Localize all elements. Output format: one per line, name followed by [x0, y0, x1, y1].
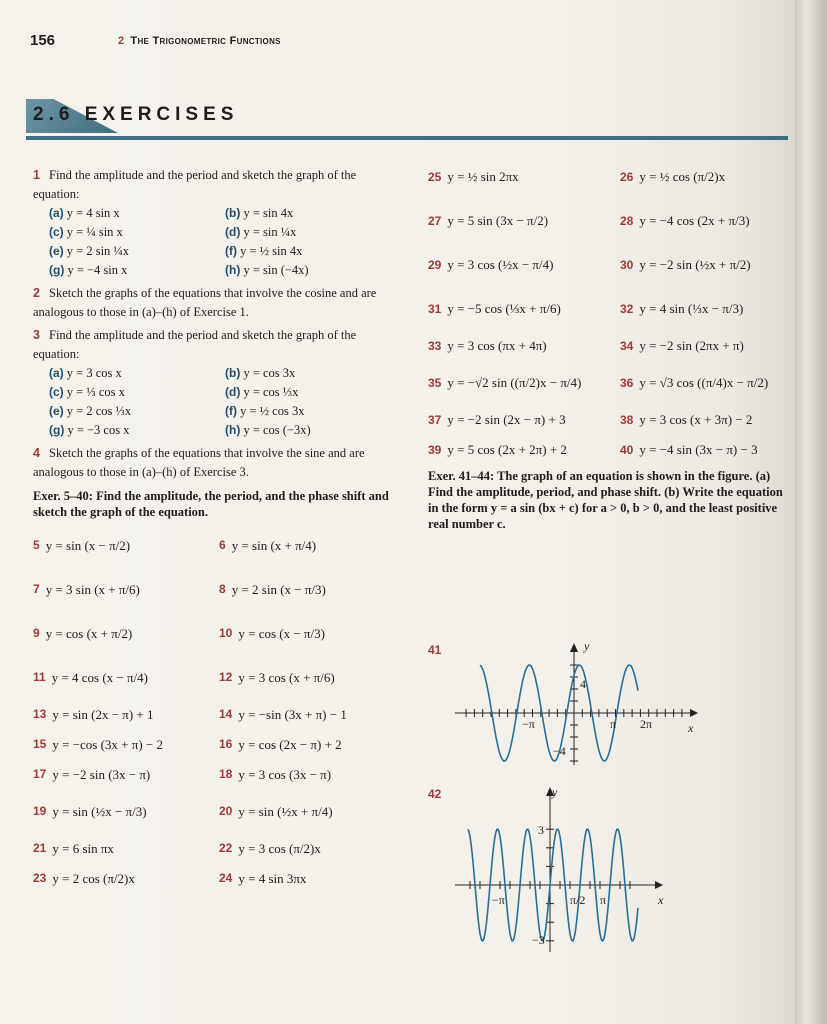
equation-item — [428, 244, 620, 286]
graph-42-tick-neg-3: −3 — [532, 933, 545, 947]
part-equation: y = 2 cos ⅓x — [66, 404, 132, 418]
exercise-text: Find the amplitude and the period and sketch the graph of the equation: — [33, 328, 357, 361]
part-equation: y = ⅓ cos x — [66, 385, 125, 399]
equation-number: 6 — [219, 537, 226, 552]
equation-number: 35 — [428, 376, 442, 390]
equation-text: y = 3 cos (πx + 4π) — [447, 338, 547, 353]
exercise-part — [225, 242, 401, 261]
equation-item — [620, 288, 788, 330]
equation-item — [219, 612, 395, 654]
equation-number: 29 — [428, 258, 442, 272]
equation-text: y = −2 sin (2x − π) + 3 — [447, 412, 566, 427]
equation-number: 37 — [428, 413, 442, 427]
exercise-part — [225, 383, 401, 402]
equation-text: y = 3 cos (3x − π) — [238, 766, 332, 782]
graph-41-x-arrow — [690, 709, 698, 717]
exercise-number: 4 — [33, 446, 40, 460]
chapter-heading — [118, 35, 281, 47]
equation-number: 36 — [620, 376, 634, 390]
equation-number: 13 — [33, 706, 47, 721]
part-equation: y = −4 sin x — [67, 263, 128, 277]
graph-42 — [450, 782, 700, 962]
equation-item — [33, 760, 219, 788]
equation-number: 38 — [620, 413, 634, 427]
exercise-parts — [33, 364, 395, 440]
equation-number: 40 — [620, 443, 634, 457]
equation-item — [33, 864, 219, 892]
equation-text: y = 2 sin (x − π/3) — [231, 581, 326, 597]
exercise-part — [225, 421, 401, 440]
part-equation: y = cos 3x — [243, 366, 296, 380]
exercise-part — [49, 242, 225, 261]
right-column — [428, 156, 788, 532]
equation-number: 27 — [428, 214, 442, 228]
exercise-part — [49, 204, 225, 223]
graph-42-y-label: y — [552, 785, 558, 799]
equation-text: y = −5 cos (⅓x + π/6) — [447, 301, 561, 316]
equation-item — [33, 656, 219, 698]
part-equation: y = ¼ sin x — [66, 225, 123, 239]
equation-number: 28 — [620, 214, 634, 228]
equation-item — [428, 200, 620, 242]
part-label: (c) — [49, 225, 64, 239]
equation-item — [219, 568, 395, 610]
exercise-item — [33, 284, 395, 322]
equation-text: y = cos (x − π/3) — [238, 625, 325, 641]
equation-text: y = −2 sin (2πx + π) — [639, 338, 744, 353]
equation-item — [33, 524, 219, 566]
equation-list-left — [33, 524, 395, 892]
equation-text: y = −4 cos (2x + π/3) — [639, 213, 750, 228]
equation-text: y = 6 sin πx — [52, 840, 114, 856]
equation-text: y = √3 cos ((π/4)x − π/2) — [639, 375, 769, 390]
equation-number: 10 — [219, 625, 233, 640]
equation-text: y = 3 cos (π/2)x — [238, 840, 321, 856]
exercise-item — [33, 326, 395, 440]
graph-42-x-arrow — [655, 881, 663, 889]
equation-item — [428, 332, 620, 360]
book-spine — [795, 0, 827, 1024]
exercise-part — [225, 364, 401, 383]
part-label: (d) — [225, 385, 241, 399]
equation-text: y = sin (½x + π/4) — [238, 803, 333, 819]
graph-41 — [450, 640, 700, 770]
equation-number: 31 — [428, 302, 442, 316]
part-label: (h) — [225, 423, 241, 437]
equation-text: y = 5 sin (3x − π/2) — [447, 213, 549, 228]
equation-text: y = −sin (3x + π) − 1 — [238, 706, 347, 722]
equation-text: y = 3 cos (x + 3π) − 2 — [639, 412, 753, 427]
equation-number: 16 — [219, 736, 233, 751]
equation-text: y = 4 cos (x − π/4) — [51, 669, 149, 685]
part-label: (b) — [225, 366, 241, 380]
part-label: (h) — [225, 263, 241, 277]
part-equation: y = sin ¼x — [243, 225, 297, 239]
equation-number: 9 — [33, 625, 40, 640]
equation-number: 17 — [33, 766, 47, 781]
graph-41-number: 41 — [428, 643, 442, 657]
exercise-part — [225, 223, 401, 242]
part-equation: y = cos ⅓x — [243, 385, 299, 399]
equation-item — [620, 406, 788, 434]
equation-number: 7 — [33, 581, 40, 596]
equation-item — [620, 200, 788, 242]
graph-41-tick-neg-pi: −π — [522, 717, 535, 731]
equation-number: 39 — [428, 443, 442, 457]
graph-42-tick-neg-pi: −π — [492, 893, 505, 907]
exercise-part — [225, 402, 401, 421]
equation-item — [428, 436, 620, 464]
equation-text: y = −√2 sin ((π/2)x − π/4) — [447, 375, 582, 390]
equation-item — [620, 362, 788, 404]
page-number: 156 — [30, 32, 56, 49]
equation-text: y = sin (x − π/2) — [45, 537, 131, 553]
equation-item — [428, 406, 620, 434]
equation-item — [219, 656, 395, 698]
part-label: (e) — [49, 244, 64, 258]
equation-number: 12 — [219, 669, 233, 684]
equation-text: y = −2 sin (½x + π/2) — [639, 257, 751, 272]
part-equation: y = ½ cos 3x — [240, 404, 305, 418]
exercise-number: 2 — [33, 286, 40, 300]
equation-number: 14 — [219, 706, 233, 721]
exercise-part — [225, 204, 401, 223]
part-label: (g) — [49, 423, 65, 437]
equation-text: y = ½ sin 2πx — [447, 169, 519, 184]
equation-text: y = sin (½x − π/3) — [52, 803, 147, 819]
graph-41-tick-pi: π — [610, 717, 617, 731]
graph-42-tick-3: 3 — [538, 823, 544, 837]
part-equation: y = 4 sin x — [66, 206, 120, 220]
equation-number: 21 — [33, 840, 47, 855]
equation-text: y = −cos (3x + π) − 2 — [52, 736, 163, 752]
equation-text: y = 3 cos (½x − π/4) — [447, 257, 554, 272]
exercise-text: Sketch the graphs of the equations that involve the cosine and are analogous to those in (a)–(h) of Exercise 1. — [33, 286, 377, 319]
equation-text: y = 4 sin 3πx — [238, 870, 307, 886]
part-equation: y = −3 cos x — [67, 423, 130, 437]
part-equation: y = 2 sin ¼x — [66, 244, 130, 258]
equation-item — [219, 524, 395, 566]
equation-text: y = 2 cos (π/2)x — [52, 870, 135, 886]
equation-item — [428, 156, 620, 198]
left-column — [33, 166, 395, 892]
exercise-part — [49, 421, 225, 440]
equation-item — [620, 332, 788, 360]
equation-text: y = cos (2x − π) + 2 — [238, 736, 342, 752]
exercise-part — [49, 402, 225, 421]
part-equation: y = cos (−3x) — [243, 423, 311, 437]
equation-text: y = 3 sin (x + π/6) — [45, 581, 140, 597]
equation-number: 11 — [33, 669, 46, 684]
equation-number: 8 — [219, 581, 226, 596]
exercise-text: Find the amplitude and the period and sketch the graph of the equation: — [33, 168, 357, 201]
exercise-part — [225, 261, 401, 280]
graph-42-tick-pi-half: π/2 — [570, 893, 586, 907]
graph-42-tick-pi: π — [600, 893, 607, 907]
graph-41-x-label: x — [688, 721, 694, 735]
equation-number: 26 — [620, 170, 634, 184]
part-label: (a) — [49, 366, 64, 380]
part-label: (d) — [225, 225, 241, 239]
equation-number: 24 — [219, 870, 233, 885]
equation-number: 25 — [428, 170, 442, 184]
equation-text: y = sin (2x − π) + 1 — [52, 706, 154, 722]
part-label: (e) — [49, 404, 64, 418]
graph-41-tick-2pi: 2π — [640, 717, 653, 731]
exercise-item — [33, 166, 395, 280]
graph-41-tick-4: 4 — [580, 677, 586, 691]
equation-item — [620, 156, 788, 198]
equation-item — [219, 834, 395, 862]
equation-number: 34 — [620, 339, 634, 353]
equation-item — [33, 790, 219, 832]
equation-text: y = −4 sin (3x − π) − 3 — [639, 442, 758, 457]
equation-item — [219, 790, 395, 832]
equation-text: y = cos (x + π/2) — [45, 625, 133, 641]
graph-41-y-arrow — [570, 643, 578, 652]
equation-item — [219, 760, 395, 788]
exercise-parts — [33, 204, 395, 280]
equation-number: 19 — [33, 803, 47, 818]
graph-42-x-label: x — [658, 893, 664, 907]
equation-text: y = sin (x + π/4) — [231, 537, 317, 553]
part-equation: y = ½ sin 4x — [240, 244, 303, 258]
part-label: (c) — [49, 385, 64, 399]
part-label: (b) — [225, 206, 241, 220]
section-rule — [26, 136, 788, 140]
problem-list — [33, 166, 395, 482]
equation-number: 20 — [219, 803, 233, 818]
equation-text: y = −2 sin (3x − π) — [52, 766, 151, 782]
chapter-title: The Trigonometric Functions — [130, 35, 281, 47]
equation-text: y = 4 sin (⅓x − π/3) — [639, 301, 744, 316]
equation-item — [219, 730, 395, 758]
equation-item — [620, 244, 788, 286]
equation-text: y = ½ cos (π/2)x — [639, 169, 726, 184]
exercise-part — [49, 364, 225, 383]
equation-item — [219, 700, 395, 728]
section-title: 2.6 EXERCISES — [33, 104, 239, 125]
running-header — [30, 32, 281, 50]
exercise-text: Sketch the graphs of the equations that involve the sine and are analogous to those in (a)–(h) of Exercise 3. — [33, 446, 365, 479]
equation-item — [620, 436, 788, 464]
equation-item — [33, 612, 219, 654]
exercise-part — [49, 261, 225, 280]
equation-list-right — [428, 156, 788, 464]
exercise-part — [49, 383, 225, 402]
part-equation: y = sin (−4x) — [243, 263, 309, 277]
equation-item — [33, 568, 219, 610]
equation-text: y = 3 cos (x + π/6) — [238, 669, 335, 685]
equation-number: 15 — [33, 736, 47, 751]
equation-text: y = 5 cos (2x + 2π) + 2 — [447, 442, 567, 457]
part-label: (a) — [49, 206, 64, 220]
graph-42-number: 42 — [428, 787, 442, 801]
part-label: (f) — [225, 404, 237, 418]
exercise-part — [49, 223, 225, 242]
equation-item — [33, 730, 219, 758]
part-label: (f) — [225, 244, 237, 258]
equation-item — [428, 362, 620, 404]
equation-item — [219, 864, 395, 892]
part-equation: y = sin 4x — [243, 206, 294, 220]
equation-number: 32 — [620, 302, 634, 316]
equation-number: 22 — [219, 840, 233, 855]
equation-number: 18 — [219, 766, 233, 781]
chapter-number: 2 — [118, 35, 125, 47]
equation-number: 30 — [620, 258, 634, 272]
exercise-item — [33, 444, 395, 482]
equation-item — [33, 834, 219, 862]
equation-number: 23 — [33, 870, 47, 885]
equation-number: 33 — [428, 339, 442, 353]
graph-41-y-label: y — [584, 640, 590, 653]
graph-41-tick-neg-4: −4 — [553, 744, 566, 758]
exercise-number: 3 — [33, 328, 40, 342]
part-equation: y = 3 cos x — [66, 366, 122, 380]
exercise-instructions-41-44: Exer. 41–44: The graph of an equation is shown in the figure. (a) Find the amplitude, period, and phase shift. (b) Write the equation in the form y = a sin (bx + c) for a > 0, b > 0, and the least positive real number c. — [428, 469, 783, 531]
equation-item — [33, 700, 219, 728]
part-label: (g) — [49, 263, 65, 277]
exercise-number: 1 — [33, 168, 40, 182]
exercise-instructions-5-40: Exer. 5–40: Find the amplitude, the period, and the phase shift and sketch the graph of the equation. — [33, 489, 389, 519]
equation-number: 5 — [33, 537, 40, 552]
equation-item — [428, 288, 620, 330]
